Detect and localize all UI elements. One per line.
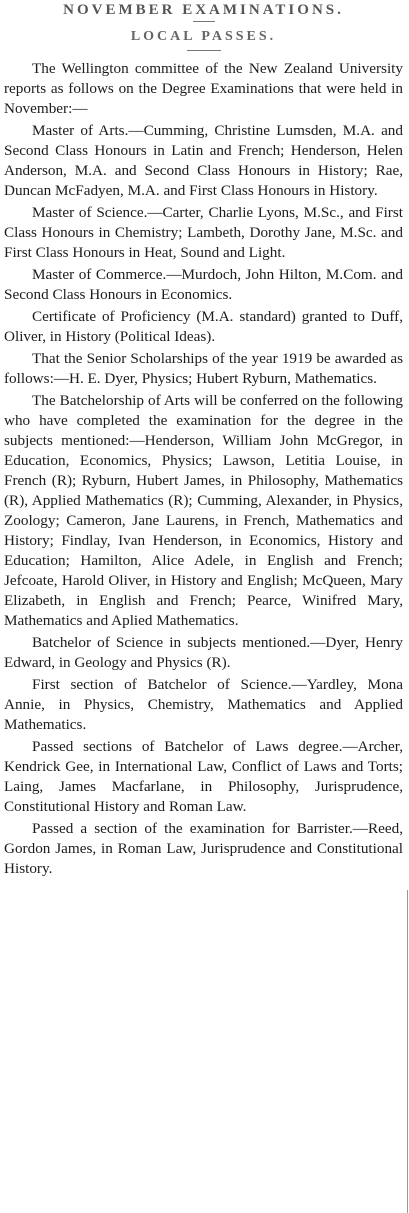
paragraph-barrister: Passed a section of the examination for Barrister.—Reed, Gordon James, in Roman Law, Jurisprudence and Constitutional History. bbox=[4, 820, 403, 877]
paragraph-senior-scholarships: That the Senior Scholarships of the year 1919 be awarded as follows:—H. E. Dyer, Physics; Hubert Ryburn, Mathematics. bbox=[4, 350, 403, 387]
paragraph-intro: The Wellington committee of the New Zealand University reports as follows on the Degree Examinations that were held in November:— bbox=[4, 60, 403, 117]
article-body bbox=[4, 59, 403, 879]
paragraph-certificate-of-proficiency: Certificate of Proficiency (M.A. standard) granted to Duff, Oliver, in History (Political Ideas). bbox=[4, 308, 403, 345]
paragraph-master-of-arts: Master of Arts.—Cumming, Christine Lumsden, M.A. and Second Class Honours in Latin and French; Henderson, Helen Anderson, M.A. and Second Class Honours in History; Rae, Duncan McFadyen, M.A. and First Class Honours in History. bbox=[4, 122, 403, 199]
column-edge-line bbox=[407, 890, 408, 1213]
paragraph-master-of-science: Master of Science.—Carter, Charlie Lyons, M.Sc., and First Class Honours in Chemistry; Lambeth, Dorothy Jane, M.Sc. and First Class Honours in Heat, Sound and Light. bbox=[4, 204, 403, 261]
paragraph-batchelor-of-arts: The Batchelorship of Arts will be conferred on the following who have completed the examination for the degree in the subjects mentioned:—Henderson, William John McGregor, in Education, Economics, Physics; Lawson, Letitia Louise, in French (R); Ryburn, Hubert James, in Philosophy, Mathematics (R), Applied Mathematics (R); Cumming, Alexander, in Physics, Zoology; Cameron, Jane Laurens, in French, Mathematics and History; Findlay, Ivan Henderson, in Economics, History and Education; Hamilton, Alice Adele, in English and French; Jefcoate, Harold Oliver, in History and English; McQueen, Mary Elizabeth, in English and French; Pearce, Winifred Mary, Mathematics and Aplied Mathematics. bbox=[4, 392, 403, 629]
subheading-divider bbox=[187, 50, 221, 51]
paragraph-first-section-science: First section of Batchelor of Science.—Yardley, Mona Annie, in Physics, Chemistry, Mathematics and Applied Mathematics. bbox=[4, 676, 403, 733]
article-subheading: LOCAL PASSES. bbox=[130, 29, 277, 44]
paragraph-master-of-commerce: Master of Commerce.—Murdoch, John Hilton, M.Com. and Second Class Honours in Economics. bbox=[4, 266, 403, 303]
heading-divider bbox=[193, 21, 215, 22]
paragraph-batchelor-of-science: Batchelor of Science in subjects mentioned.—Dyer, Henry Edward, in Geology and Physics (R). bbox=[4, 634, 403, 671]
paragraph-batchelor-of-laws: Passed sections of Batchelor of Laws degree.—Archer, Kendrick Gee, in International Law, Conflict of Laws and Torts; Laing, James Macfarlane, in Philosophy, Jurisprudence, Constitutional History and Roman Law. bbox=[4, 738, 403, 815]
article-heading: NOVEMBER EXAMINATIONS. bbox=[63, 2, 344, 18]
